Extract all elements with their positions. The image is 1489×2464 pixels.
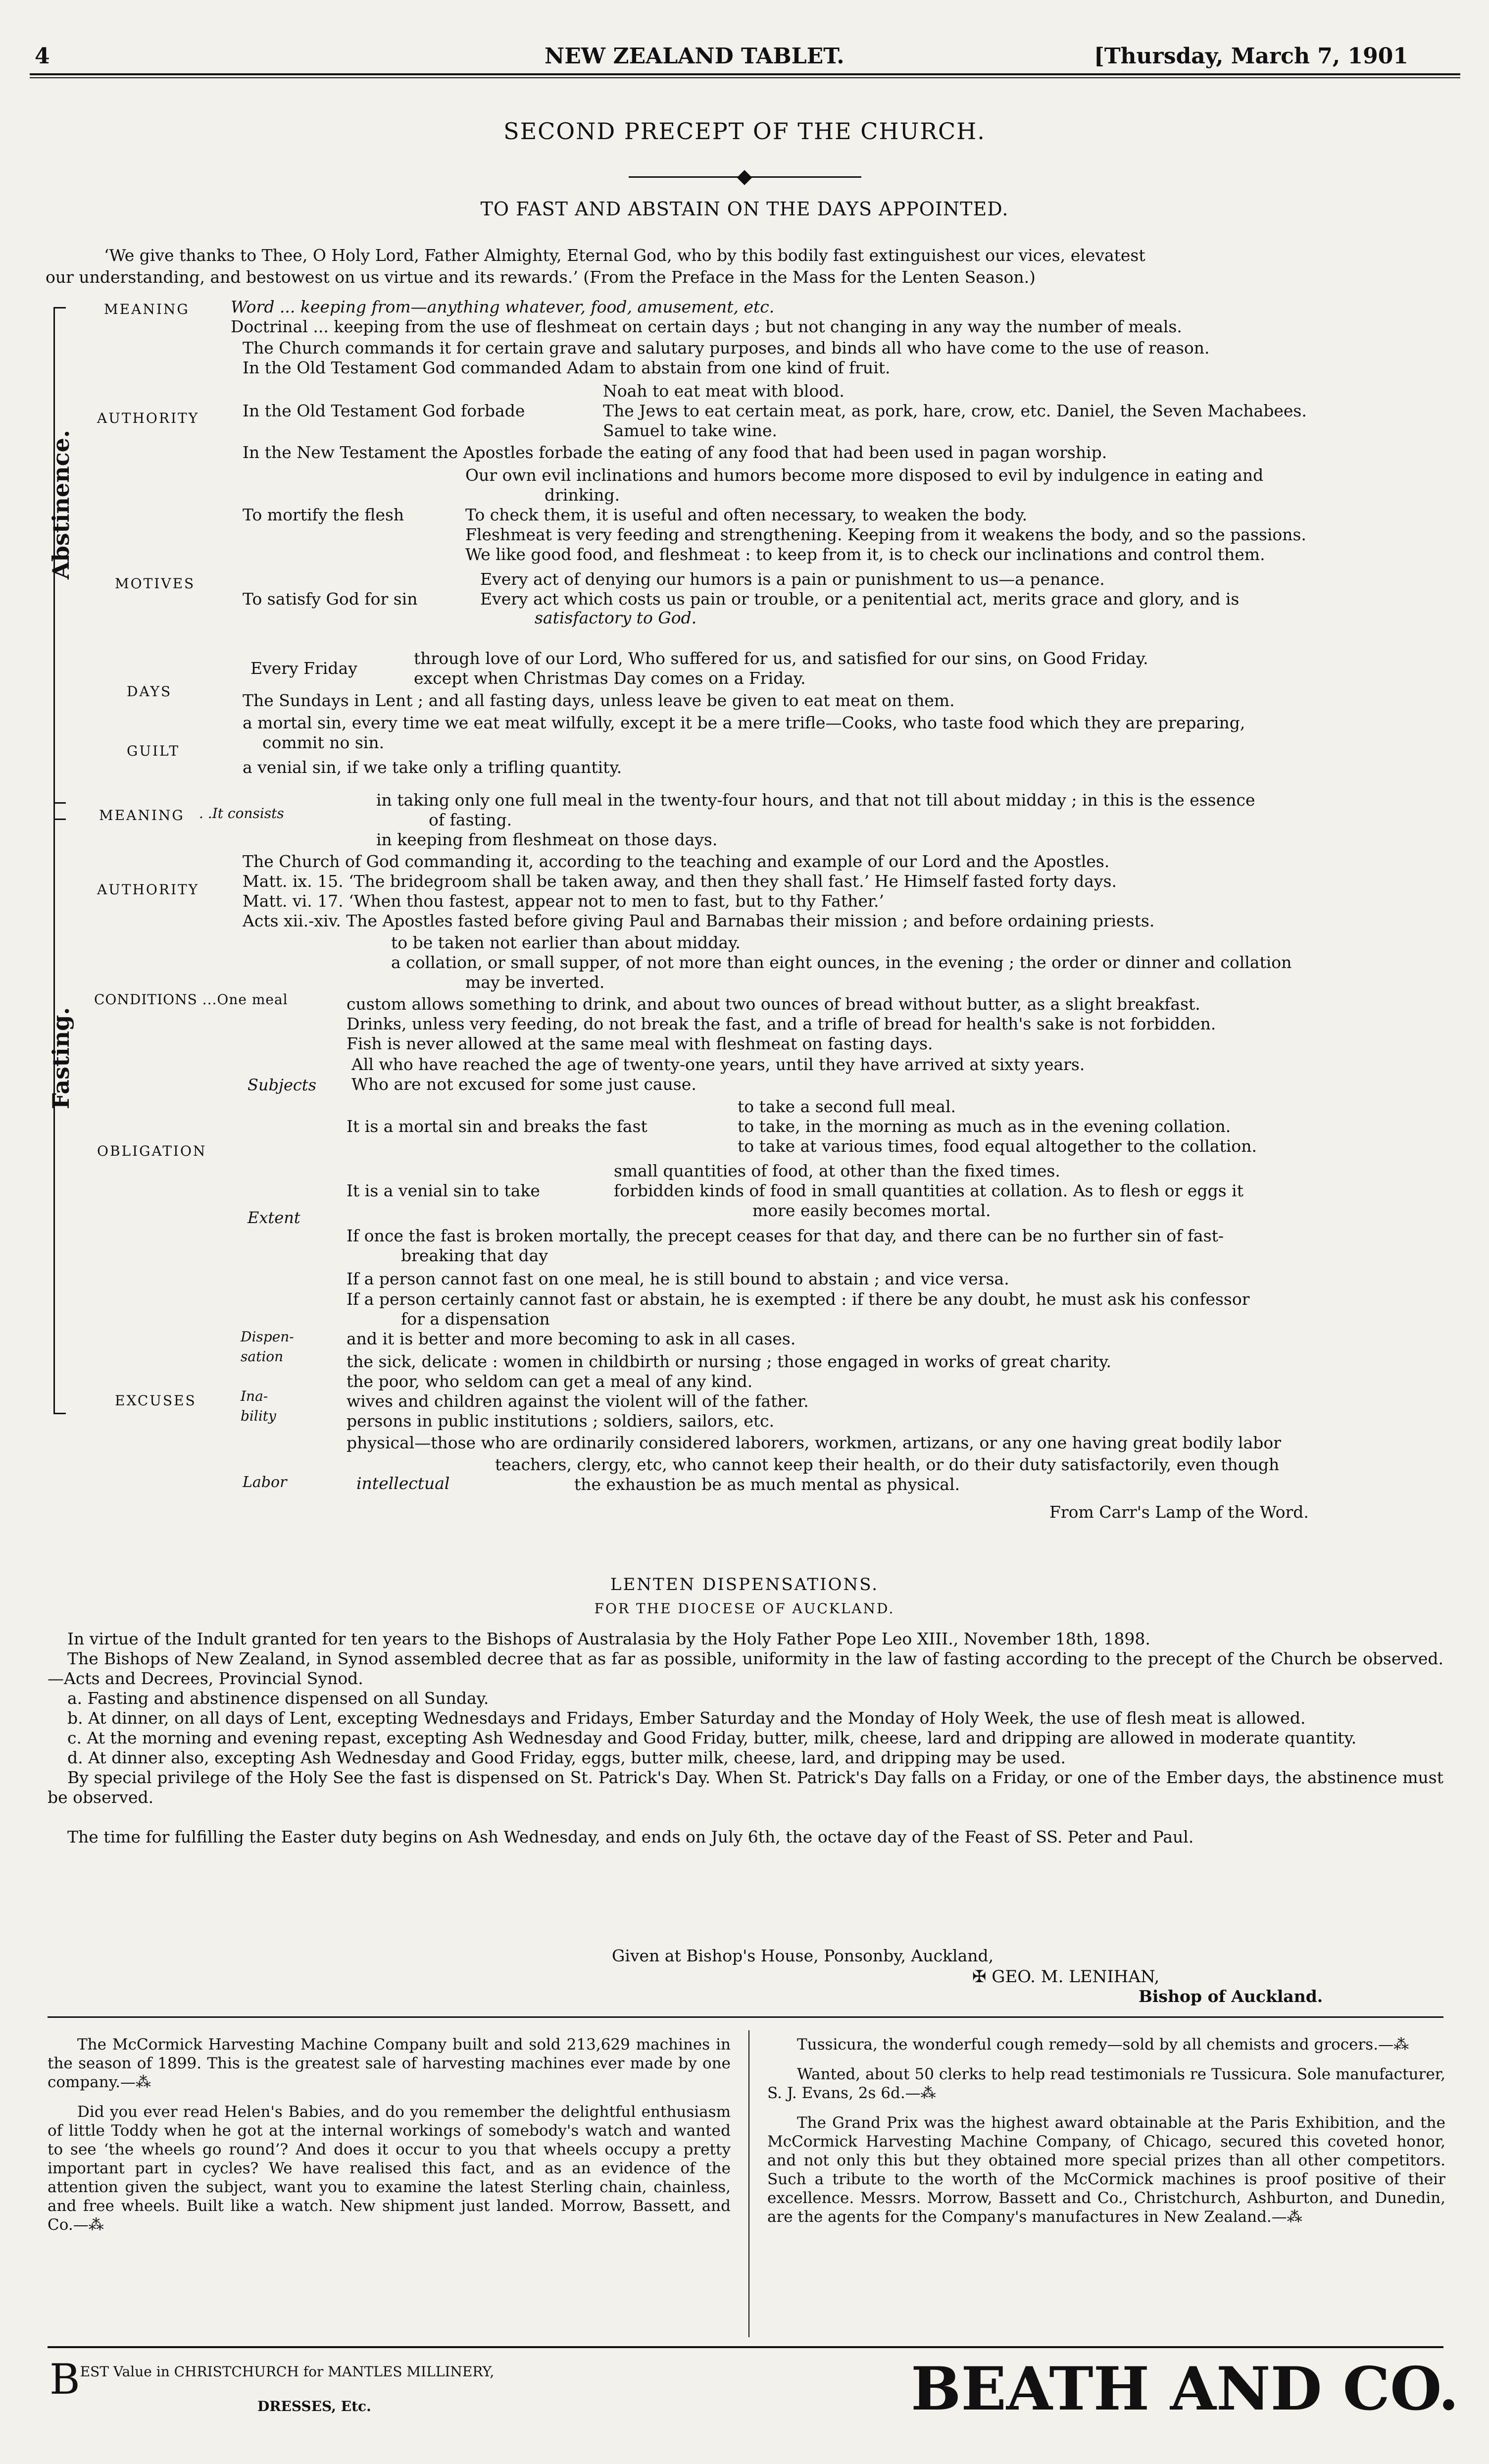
abstinence-line: To mortify the flesh	[243, 505, 404, 524]
labor-label: Labor	[243, 1474, 287, 1491]
abstinence-side-label: Abstinence.	[48, 430, 74, 579]
intro-line: our understanding, and bestowest on us virtue and its rewards.’ (From the Preface in the Mass for the Lenten Season.)	[46, 267, 1036, 287]
subjects-label: Subjects	[248, 1076, 317, 1094]
abstinence-line: Our own evil inclinations and humors become more disposed to evil by indulgence in eating and	[465, 465, 1264, 485]
fasting-line: of fasting.	[429, 810, 512, 829]
notice-paragraph: The Grand Prix was the highest award obtainable at the Paris Exhibition, and the McCormick Harvesting Machine Company, of Chicago, secured this coveted honor, and not only this but they obtained more special prizes than all other competitors. Such a tribute to the worth of the McCormick machines is proof positive of their excellence. Messrs. Morrow, Bassett and Co., Christchurch, Ashburton, and Dunedin, are the agents for the Company's manufactures in New Zealand.—⁂	[767, 2114, 1445, 2226]
fasting-line: Drinks, unless very feeding, do not break the fast, and a trifle of bread for health's sake is not forbidden.	[347, 1014, 1216, 1033]
fasting-line: may be inverted.	[465, 973, 605, 992]
abstinence-line: Doctrinal ... keeping from the use of fleshmeat on certain days ; but not changing in any way the number of meals.	[231, 317, 1182, 336]
fasting-line: The Church of God commanding it, according to the teaching and example of our Lord and the Apostles.	[243, 852, 1110, 871]
fasting-meaning-label: MEANING	[99, 807, 185, 823]
intro-line: ‘We give thanks to Thee, O Holy Lord, Father Almighty, Eternal God, who by this bodily fast extinguishest our vices, elevatest	[104, 246, 1145, 265]
fasting-line: It is a venial sin to take	[347, 1181, 540, 1200]
fasting-line: and it is better and more becoming to ask in all cases.	[347, 1329, 796, 1348]
dispensation-paragraph: The time for fulfilling the Easter duty begins on Ash Wednesday, and ends on July 6th, the octave day of the Feast of SS. Peter and Paul.	[67, 1827, 1194, 1847]
abstinence-line: a mortal sin, every time we eat meat wilfully, except it be a mere trifle—Cooks, who taste food which they are preparing,	[243, 713, 1245, 732]
fasting-line: in taking only one full meal in the twenty-four hours, and that not till about midday ; in this is the essence	[376, 790, 1255, 810]
abstinence-line: Every act of denying our humors is a pain or punishment to us—a penance.	[480, 569, 1105, 589]
dispensation-paragraph: b. At dinner, on all days of Lent, excepting Wednesdays and Fridays, Ember Saturday and the Monday of Holy Week, the use of flesh meat is allowed.	[67, 1708, 1306, 1728]
fasting-line: the poor, who seldom can get a meal of any kind.	[347, 1372, 753, 1391]
fasting-line: If a person certainly cannot fast or abstain, he is exempted : if there be any doubt, he must ask his confessor	[347, 1289, 1250, 1309]
fasting-line: Acts xii.-xiv. The Apostles fasted before giving Paul and Barnabas their mission ; and before ordaining priests.	[243, 911, 1155, 930]
dispensation-paragraph: In virtue of the Indult granted for ten years to the Bishops of Australasia by the Holy Father Pope Leo XIII., November 18th, 1898.	[67, 1629, 1150, 1648]
abstinence-line: a venial sin, if we take only a trifling quantity.	[243, 758, 622, 777]
right-column	[767, 2035, 1445, 2237]
notice-paragraph: The McCormick Harvesting Machine Company built and sold 213,629 machines in the season of 1899. This is the greatest sale of harvesting machines ever made by one company.—⁂	[48, 2036, 731, 2091]
abstinence-line: Every Friday	[250, 659, 357, 678]
abstinence-line: In the Old Testament God commanded Adam to abstain from one kind of fruit.	[243, 358, 891, 377]
it-consists-label: . .It consists	[199, 805, 284, 821]
footer-rule	[48, 2346, 1443, 2348]
dispensation-paragraph: a. Fasting and abstinence dispensed on all Sunday.	[67, 1689, 489, 1708]
abstinence-line: The Jews to eat certain meat, as pork, hare, crow, etc. Daniel, the Seven Machabees.	[603, 401, 1307, 420]
abstinence-line: Fleshmeat is very feeding and strengthening. Keeping from it weakens the body, and so the passions.	[465, 525, 1306, 544]
notice-paragraph: Wanted, about 50 clerks to help read testimonials re Tussicura. Sole manufacturer, S. J. Evans, 2s 6d.—⁂	[767, 2065, 1445, 2102]
abstinence-motives-label: MOTIVES	[115, 575, 196, 592]
abstinence-line: Samuel to take wine.	[603, 421, 778, 440]
advert-line: EST Value in CHRISTCHURCH for MANTLES MILLINERY,	[80, 2363, 495, 2380]
title-ornament: ◆	[737, 165, 752, 188]
fasting-line: more easily becomes mortal.	[752, 1201, 991, 1220]
fasting-line: a collation, or small supper, of not more than eight ounces, in the evening ; the order or dinner and collation	[391, 953, 1292, 972]
excuses-label: EXCUSES	[115, 1392, 197, 1409]
signature: ✠ GEO. M. LENIHAN,	[972, 1967, 1160, 1987]
abstinence-line: Noah to eat meat with blood.	[603, 381, 844, 401]
dispensation-paragraph: d. At dinner also, excepting Ash Wednesday and Good Friday, eggs, butter milk, cheese, lard, and dripping may be used.	[67, 1748, 1066, 1767]
obligation-label: OBLIGATION	[97, 1143, 207, 1159]
abstinence-line: The Sundays in Lent ; and all fasting days, unless leave be given to eat meat on them.	[243, 691, 955, 710]
fasting-authority-label: AUTHORITY	[97, 881, 199, 898]
abstinence-guilt-label: GUILT	[127, 743, 180, 759]
extent-label: Extent	[248, 1208, 300, 1227]
abstinence-line: In the New Testament the Apostles forbade the eating of any food that had been used in pagan worship.	[243, 443, 1107, 462]
fasting-line: All who have reached the age of twenty-one years, until they have arrived at sixty years.	[351, 1055, 1085, 1074]
fasting-line: intellectual	[356, 1474, 450, 1493]
fasting-line: teachers, clergy, etc, who cannot keep their health, or do their duty satisfactorily, even though	[495, 1455, 1280, 1474]
fasting-line: Who are not excused for some just cause.	[351, 1075, 696, 1094]
fasting-side-label: Fasting.	[48, 1007, 74, 1109]
abstinence-line: To satisfy God for sin	[243, 589, 418, 609]
advert-line: DRESSES, Etc.	[257, 2398, 371, 2414]
abstinence-meaning-label: MEANING	[104, 301, 190, 317]
abstinence-line: except when Christmas Day comes on a Friday.	[414, 668, 806, 688]
footer-advert-left	[50, 2355, 495, 2416]
abstinence-line: In the Old Testament God forbade	[243, 401, 525, 420]
fasting-line: to take at various times, food equal altogether to the collation.	[738, 1136, 1257, 1156]
fasting-line: breaking that day	[401, 1246, 548, 1265]
section-rule	[48, 2016, 1443, 2018]
inability-label: Ina- bility	[241, 1388, 276, 1424]
dispensation-paragraph: The Bishops of New Zealand, in Synod assembled decree that as far as possible, uniformity in the law of fasting according to the precept of the Church be observed.—Acts and Decrees, Provincial Synod.	[48, 1649, 1443, 1688]
attribution: From Carr's Lamp of the Word.	[1049, 1502, 1309, 1522]
fasting-line: forbidden kinds of food in small quantities at collation. As to flesh or eggs it	[614, 1181, 1243, 1200]
issue-date: [Thursday, March 7, 1901	[1094, 44, 1408, 69]
abstinence-line: To check them, it is useful and often necessary, to weaken the body.	[465, 505, 1028, 524]
header-rule	[30, 73, 1460, 75]
fasting-line: wives and children against the violent will of the father.	[347, 1391, 809, 1411]
abstinence-line: commit no sin.	[262, 733, 385, 752]
fasting-line: the sick, delicate : women in childbirth or nursing ; those engaged in works of great charity.	[347, 1352, 1112, 1371]
masthead: NEW ZEALAND TABLET.	[545, 44, 844, 69]
dispensations-subtitle: FOR THE DIOCESE OF AUCKLAND.	[594, 1600, 895, 1617]
fasting-line: It is a mortal sin and breaks the fast	[347, 1117, 647, 1136]
dispensation-label: Dispen- sation	[241, 1329, 294, 1365]
fasting-line: persons in public institutions ; soldiers, sailors, etc.	[347, 1411, 775, 1431]
fasting-line: in keeping from fleshmeat on those days.	[376, 830, 718, 849]
dispensation-paragraph: c. At the morning and evening repast, excepting Ash Wednesday and Good Friday, butter, milk, cheese, lard and dripping are allowed in moderate quantity.	[67, 1728, 1357, 1747]
fasting-line: for a dispensation	[401, 1309, 550, 1329]
column-divider	[748, 2030, 749, 2337]
fasting-line: the exhaustion be as much mental as physical.	[574, 1475, 960, 1494]
abstinence-line: We like good food, and fleshmeat : to keep from it, is to check our inclinations and control them.	[465, 545, 1265, 564]
fasting-line: If once the fast is broken mortally, the precept ceases for that day, and there can be no further sin of fast-	[347, 1226, 1224, 1245]
given-at: Given at Bishop's House, Ponsonby, Auckland,	[612, 1946, 994, 1965]
article-subtitle: TO FAST AND ABSTAIN ON THE DAYS APPOINTED.	[480, 198, 1009, 220]
conditions-label: CONDITIONS ...One meal	[94, 991, 288, 1008]
abstinence-line: through love of our Lord, Who suffered for us, and satisfied for our sins, on Good Friday.	[414, 649, 1148, 668]
abstinence-line: Word ... keeping from—anything whatever, food, amusement, etc.	[231, 297, 775, 316]
abstinence-line: Every act which costs us pain or trouble, or a penitential act, merits grace and glory, and is	[480, 589, 1240, 609]
header-rule-thin	[30, 77, 1460, 78]
left-column	[48, 2035, 731, 2245]
signature-title: Bishop of Auckland.	[1139, 1987, 1323, 2006]
abstinence-days-label: DAYS	[127, 683, 172, 700]
dispensations-title: LENTEN DISPENSATIONS.	[610, 1575, 879, 1594]
notice-paragraph: Did you ever read Helen's Babies, and do you remember the delightful enthusiasm of little Toddy when he got at the internal workings of somebody's watch and wanted to see ‘the wheels go round’? And does it occur to you that wheels occupy a pretty important part in cycles? We have realised this fact, and as an evidence of the attention given the subject, want you to examine the latest Sterling chain, chainless, and free wheels. Built like a watch. New shipment just landed. Morrow, Bassett, and Co.—⁂	[48, 2103, 731, 2234]
fasting-line: custom allows something to drink, and about two ounces of bread without butter, as a slight breakfast.	[347, 994, 1200, 1014]
fasting-line: small quantities of food, at other than the fixed times.	[614, 1161, 1060, 1181]
fasting-line: to be taken not earlier than about midday.	[391, 933, 741, 952]
dispensations-body	[48, 1629, 1443, 1847]
dispensation-paragraph: By special privilege of the Holy See the fast is dispensed on St. Patrick's Day. When St. Patrick's Day falls on a Friday, or one of the Ember days, the abstinence must be observed.	[48, 1768, 1443, 1807]
abstinence-line: drinking.	[545, 485, 620, 505]
fasting-line: Matt. ix. 15. ‘The bridegroom shall be taken away, and then they shall fast.’ He Himself fasted forty days.	[243, 872, 1117, 891]
fasting-line: Fish is never allowed at the same meal with fleshmeat on fasting days.	[347, 1034, 933, 1053]
notice-paragraph: Tussicura, the wonderful cough remedy—sold by all chemists and grocers.—⁂	[797, 2036, 1409, 2053]
article-title: SECOND PRECEPT OF THE CHURCH.	[503, 118, 986, 145]
page-number: 4	[35, 44, 50, 69]
footer-advert-right: BEATH AND CO.	[911, 2354, 1459, 2424]
fasting-line: to take, in the morning as much as in the evening collation.	[738, 1117, 1231, 1136]
fasting-line: physical—those who are ordinarily considered laborers, workmen, artizans, or any one having great bodily labor	[347, 1433, 1281, 1452]
abstinence-line: satisfactory to God.	[535, 608, 697, 627]
fasting-line: If a person cannot fast on one meal, he is still bound to abstain ; and vice versa.	[347, 1269, 1009, 1288]
fasting-line: Matt. vi. 17. ‘When thou fastest, appear not to men to fast, but to thy Father.’	[243, 891, 884, 911]
abstinence-authority-label: AUTHORITY	[97, 410, 199, 426]
drop-cap: B	[50, 2355, 80, 2404]
abstinence-line: The Church commands it for certain grave and salutary purposes, and binds all who have come to the use of reason.	[243, 338, 1210, 358]
fasting-line: to take a second full meal.	[738, 1097, 956, 1116]
